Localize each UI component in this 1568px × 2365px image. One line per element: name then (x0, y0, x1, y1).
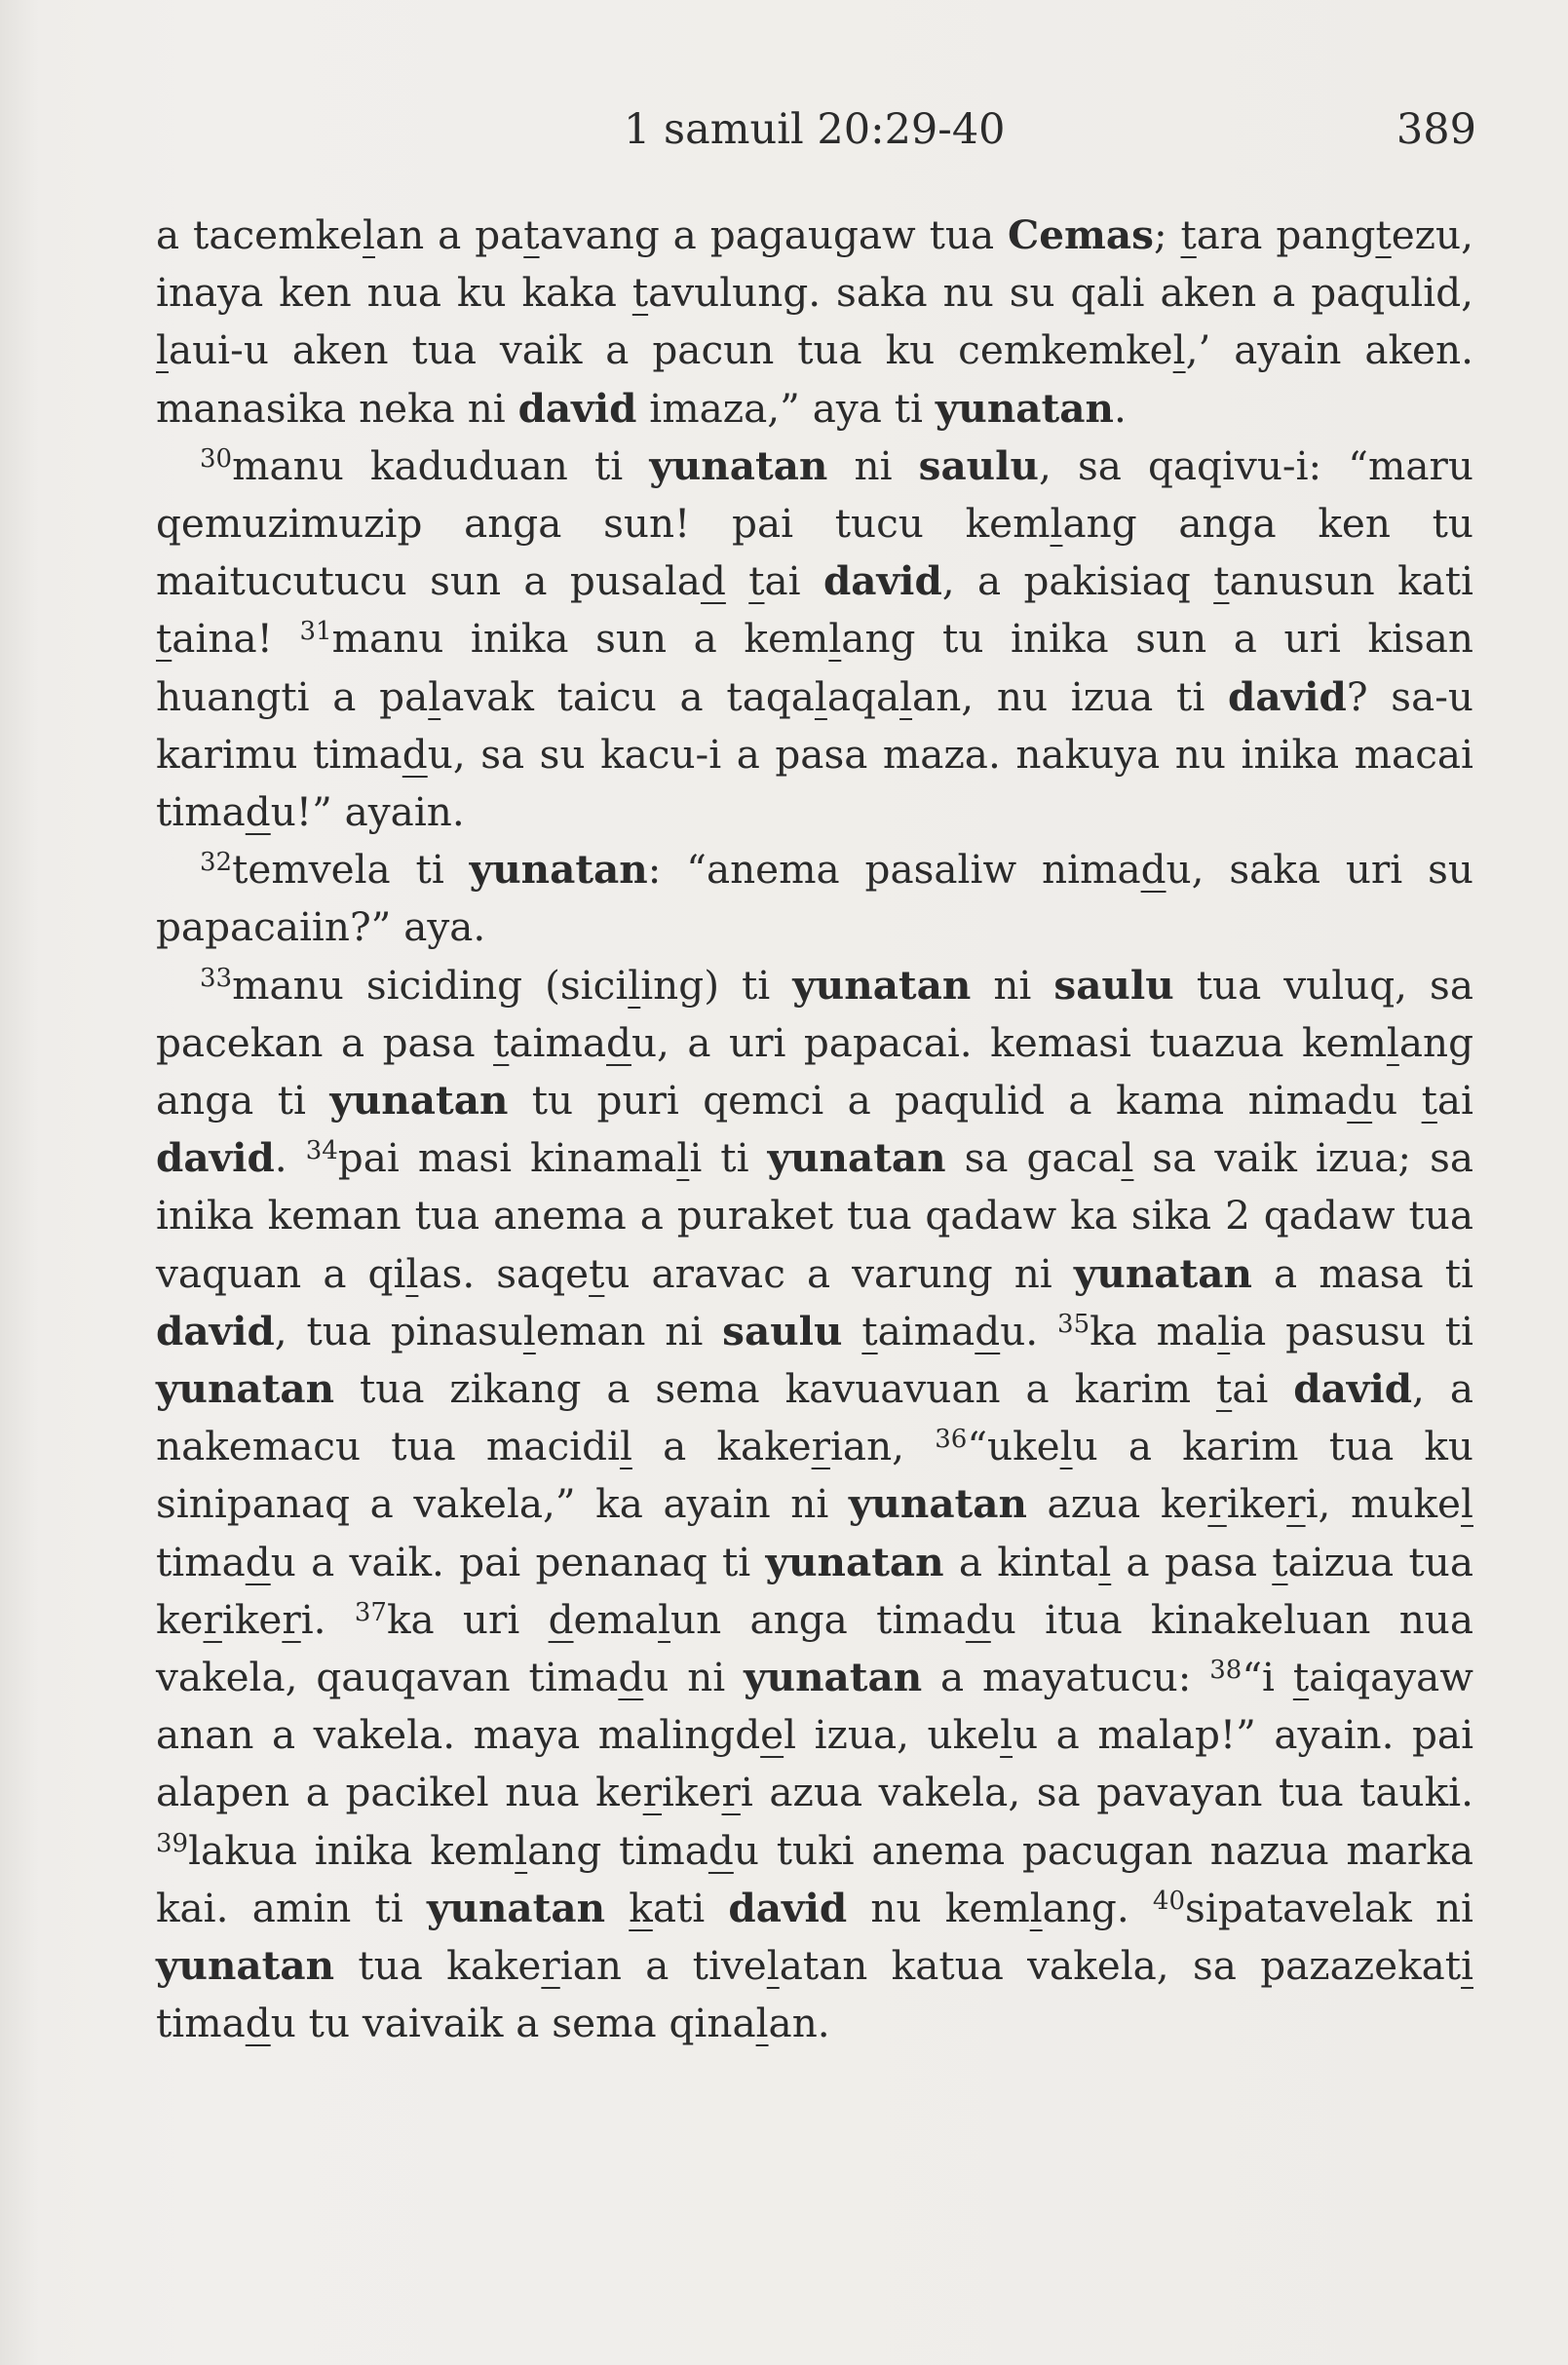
underlined-letter: t (1292, 1654, 1310, 1701)
underlined-letter: d (245, 788, 271, 836)
text-run: i azua vakela, sa pavayan tua tauki. (740, 1769, 1473, 1816)
proper-name: yunatan (744, 1654, 923, 1701)
text-run: avulung. saka nu su qali aken a paqulid, (648, 269, 1473, 317)
underlined-letter: l (522, 1307, 536, 1354)
paragraph (156, 957, 1473, 2053)
proper-name: david (822, 557, 942, 605)
text-run: an a pa (375, 211, 524, 258)
text-run: eman ni (535, 1307, 723, 1354)
text-run: i. (300, 1595, 355, 1643)
underlined-letter: l (766, 1942, 780, 1990)
text-run: u!” ayain. (270, 788, 465, 836)
text-run: aui-u aken tua vaik a pacun tua ku cemkemke (168, 326, 1173, 374)
proper-name: yunatan (329, 1077, 509, 1125)
underlined-letter: t (589, 1249, 605, 1297)
text-run: aima (877, 1307, 975, 1354)
text-run: avak taicu a taqa (440, 672, 815, 720)
text-run: ka ma (1090, 1307, 1218, 1354)
underlined-letter: l (828, 615, 842, 663)
verse-number: 30 (200, 443, 233, 474)
verse-number: 36 (935, 1425, 968, 1455)
proper-name: david (728, 1884, 848, 1931)
proper-name: yunatan (426, 1884, 606, 1931)
paragraph (156, 438, 1473, 841)
text-run: aizua tua ke (156, 1538, 1473, 1643)
verse-number: 35 (1057, 1309, 1090, 1339)
text-run: lakua inika kem (188, 1826, 516, 1874)
text-run: ang tima (527, 1826, 708, 1874)
text-run: ike (221, 1595, 283, 1643)
underlined-letter: l (363, 211, 375, 258)
text-run: i ti (689, 1134, 768, 1182)
text-run: as. saqe (418, 1249, 590, 1297)
underlined-letter: l (658, 1595, 671, 1643)
text-run: avang a pagaugaw tua (539, 211, 1009, 258)
underlined-letter: l (1029, 1884, 1043, 1931)
text-run: ike (1226, 1480, 1287, 1528)
text-run: “uke (967, 1423, 1060, 1470)
underlined-letter: d (708, 1826, 734, 1874)
text-run: . (1113, 384, 1127, 432)
proper-name: yunatan (792, 961, 972, 1009)
text-run: a pasa (1111, 1538, 1273, 1585)
underlined-letter: l (1121, 1134, 1134, 1182)
text-run: nu kem (847, 1884, 1030, 1931)
text-run: a kake (631, 1423, 812, 1470)
underlined-letter: l (1172, 326, 1186, 374)
text-run: , a pakisiaq (941, 557, 1214, 605)
underlined-letter: l (1217, 1307, 1231, 1354)
verse-number: 37 (354, 1597, 387, 1627)
text-run: u a vaik. pai penanaq ti (270, 1538, 766, 1585)
text-run: ang tu inika sun a uri kisan huangti a pa (156, 615, 1474, 720)
text-run: u. (1000, 1307, 1058, 1354)
underlined-letter: r (1286, 1480, 1306, 1528)
text-run: i, muke (1305, 1480, 1462, 1528)
text-run: aiqayaw anan a vakela. maya malingd (156, 1654, 1473, 1759)
text-run: azua ke (1026, 1480, 1208, 1528)
underlined-letter: t (1180, 211, 1197, 258)
underlined-letter: l (1050, 500, 1063, 548)
text-run: an. (768, 2000, 830, 2047)
underlined-letter: r (1207, 1480, 1227, 1528)
underlined-letter: l (628, 961, 641, 1009)
text-run: ai (764, 557, 823, 605)
proper-name: yunatan (935, 384, 1114, 432)
underlined-letter: t (1375, 211, 1392, 258)
text-run: izua, uke (796, 1711, 1001, 1759)
underlined-letter: k (629, 1884, 653, 1931)
text-run: tu puri qemci a paqulid a kama nima (508, 1077, 1348, 1125)
text-run: sipatavelak ni (1185, 1884, 1473, 1931)
text-run: u a karim tua ku sinipanaq a vakela,” ka ayain ni (156, 1423, 1474, 1528)
underlined-letter: t (1213, 557, 1230, 605)
underlined-letter: d (402, 730, 428, 778)
text-run: ia pasusu ti (1230, 1307, 1474, 1354)
text-run: tua zikang a sema kavuavuan a karim (334, 1365, 1216, 1413)
text-run: aqa (826, 672, 900, 720)
underlined-letter: l (515, 1826, 528, 1874)
text-run: temvela ti (232, 846, 470, 894)
proper-name: david (1293, 1365, 1413, 1413)
text-run: ang. (1042, 1884, 1153, 1931)
text-run: ai (1232, 1365, 1294, 1413)
text-run: ian a tive (559, 1942, 767, 1990)
paragraph (156, 207, 1473, 438)
underlined-letter: r (282, 1595, 301, 1643)
text-run: ai (1436, 1077, 1473, 1125)
underlined-letter: t (1421, 1077, 1437, 1125)
text-run (605, 1885, 629, 1931)
underlined-letter: l (1386, 1018, 1399, 1066)
text-run: l (784, 1711, 797, 1759)
text-run: ike (662, 1769, 722, 1816)
text-run: ezu, inaya ken nua ku kaka (156, 211, 1473, 317)
proper-name: saulu (918, 441, 1039, 489)
text-run: manu inika sun a kem (331, 615, 829, 663)
text-run: u (1372, 1077, 1422, 1125)
text-run: u tu vaivaik a sema qina (270, 2000, 756, 2047)
proper-name: yunatan (767, 1134, 946, 1182)
underlined-letter: t (493, 1018, 510, 1066)
underlined-letter: d (618, 1654, 644, 1701)
text-run: sa gaca (945, 1134, 1122, 1182)
underlined-letter: l (428, 672, 441, 720)
text-run: imaza,” aya ti (636, 384, 936, 432)
text-run: . (274, 1134, 306, 1182)
text-run: ka uri (386, 1595, 549, 1643)
proper-name: Cemas (1008, 211, 1154, 258)
text-run: ? sa-u karimu tima (156, 672, 1473, 778)
underlined-letter: l (814, 672, 827, 720)
underlined-letter: d (700, 557, 726, 605)
text-run (842, 1308, 861, 1354)
text-run: aima (509, 1018, 607, 1066)
proper-name: saulu (1053, 961, 1174, 1009)
proper-name: david (517, 384, 637, 432)
text-run: u, a uri papacai. kemasi tuazua kem (631, 1018, 1387, 1066)
text-run: u itua kinakeluan nua vakela, qauqavan tima (156, 1595, 1474, 1701)
underlined-letter: l (755, 2000, 769, 2047)
text-run: : “anema pasaliw nima (647, 846, 1141, 894)
proper-name: david (1228, 672, 1347, 720)
proper-name: david (156, 1134, 275, 1182)
text-run: pai masi kinama (337, 1134, 677, 1182)
proper-name: yunatan (848, 1480, 1027, 1528)
underlined-letter: d (548, 1595, 574, 1643)
text-run: aina! (172, 615, 300, 663)
running-header (156, 105, 1476, 164)
proper-name: david (156, 1307, 275, 1354)
text-run: “i (1242, 1654, 1293, 1701)
underlined-letter: r (203, 1595, 222, 1643)
underlined-letter: r (721, 1769, 741, 1816)
text-run: a masa ti (1251, 1249, 1473, 1297)
verse-number: 31 (299, 617, 332, 647)
text-run: , a nakemacu tua macidi (156, 1365, 1473, 1470)
text-run: a kinta (943, 1538, 1099, 1585)
text-run: ang anga ken tu maitucutucu sun a pusala (156, 500, 1473, 605)
underlined-letter: d (1347, 1077, 1373, 1125)
text-run: u, sa su kacu-i a pasa maza. nakuya nu inika macai tima (156, 730, 1473, 836)
underlined-letter: d (965, 1595, 991, 1643)
page-number: 389 (1396, 105, 1476, 154)
underlined-letter: d (975, 1307, 1001, 1354)
underlined-letter: l (405, 1249, 419, 1297)
text-run: manu kaduduan ti (232, 441, 650, 489)
text-run: ni (827, 441, 919, 489)
verse-number: 32 (200, 848, 233, 878)
underlined-letter: e (760, 1711, 784, 1759)
proper-name: saulu (722, 1307, 843, 1354)
underlined-letter: l (619, 1423, 632, 1470)
text-run (726, 557, 748, 604)
text-run: tima (156, 1538, 246, 1585)
underlined-letter: r (541, 1942, 560, 1990)
underlined-letter: r (811, 1423, 830, 1470)
text-run: ara pang (1196, 211, 1376, 258)
verse-number: 38 (1209, 1656, 1243, 1686)
text-run: ati (652, 1884, 729, 1931)
proper-name: yunatan (1073, 1249, 1252, 1297)
underlined-letter: d (245, 2000, 271, 2047)
underlined-letter: l (899, 672, 913, 720)
underlined-letter: d (606, 1018, 631, 1066)
text-run: anusun kati (1229, 557, 1474, 605)
proper-name: yunatan (156, 1942, 335, 1990)
proper-name: yunatan (765, 1538, 944, 1585)
body-text (156, 207, 1473, 2053)
text-run: a mayatucu: (922, 1654, 1210, 1701)
underlined-letter: d (1140, 846, 1166, 894)
text-run: u tuki anema pacugan nazua marka kai. amin ti (156, 1826, 1473, 1931)
proper-name: yunatan (649, 441, 828, 489)
underlined-letter: l (676, 1134, 690, 1182)
underlined-letter: t (1215, 1365, 1233, 1413)
text-run: ni (971, 961, 1054, 1009)
verse-number: 39 (156, 1828, 189, 1858)
text-run: ang anga ti (156, 1018, 1473, 1125)
underlined-letter: l (1000, 1711, 1013, 1759)
underlined-letter: t (1272, 1538, 1288, 1585)
chapter-reference: 1 samuil 20:29-40 (624, 105, 1006, 154)
proper-name: yunatan (156, 1365, 335, 1413)
verse-number: 33 (200, 963, 233, 993)
underlined-letter: l (1098, 1538, 1112, 1585)
verse-number: 40 (1152, 1886, 1186, 1916)
underlined-letter: l (156, 326, 169, 374)
proper-name: yunatan (469, 846, 648, 894)
text-run: ian, (829, 1423, 936, 1470)
text-run: un anga tima (670, 1595, 966, 1643)
underlined-letter: l (1059, 1423, 1073, 1470)
text-run: manu siciding (sici (232, 961, 629, 1009)
underlined-letter: r (642, 1769, 663, 1816)
underlined-letter: t (861, 1307, 878, 1354)
text-run: u a malap!” ayain. pai alapen a pacikel nua ke (156, 1711, 1474, 1816)
text-run: an, nu izua ti (912, 672, 1229, 720)
text-run: a tacemke (156, 211, 363, 258)
text-run: , sa qaqivu-i: “maru qemuzimuzip anga sun! pai tucu kem (156, 441, 1473, 548)
underlined-letter: t (748, 557, 765, 605)
text-run: u aravac a varung ni (604, 1249, 1074, 1297)
underlined-letter: t (156, 615, 172, 663)
paragraph (156, 841, 1473, 956)
text-run: ema (573, 1595, 659, 1643)
text-run: u, saka uri su papacaiin?” aya. (156, 846, 1473, 951)
text-run: ing) ti (640, 961, 793, 1009)
text-run: tima (156, 2000, 246, 2047)
underlined-letter: d (245, 1538, 271, 1585)
underlined-letter: i (1461, 1942, 1473, 1990)
underlined-letter: t (523, 211, 540, 258)
text-run: , tua pinasu (274, 1307, 523, 1354)
text-run: sa vaik izua; sa inika keman tua anema a puraket tua qadaw ka sika 2 qadaw tua vaquan a qi (156, 1134, 1474, 1297)
text-run: ,’ ayain aken. manasika neka ni (156, 326, 1473, 432)
text-run: u ni (643, 1654, 745, 1701)
text-run: tua kake (334, 1942, 542, 1990)
underlined-letter: t (631, 269, 649, 317)
underlined-letter: l (1461, 1480, 1473, 1528)
text-run: tua vuluq, sa pacekan a pasa (156, 961, 1473, 1066)
verse-number: 34 (305, 1136, 338, 1166)
text-run: ; (1153, 211, 1181, 258)
text-run: atan katua vakela, sa pazazekat (779, 1942, 1462, 1990)
